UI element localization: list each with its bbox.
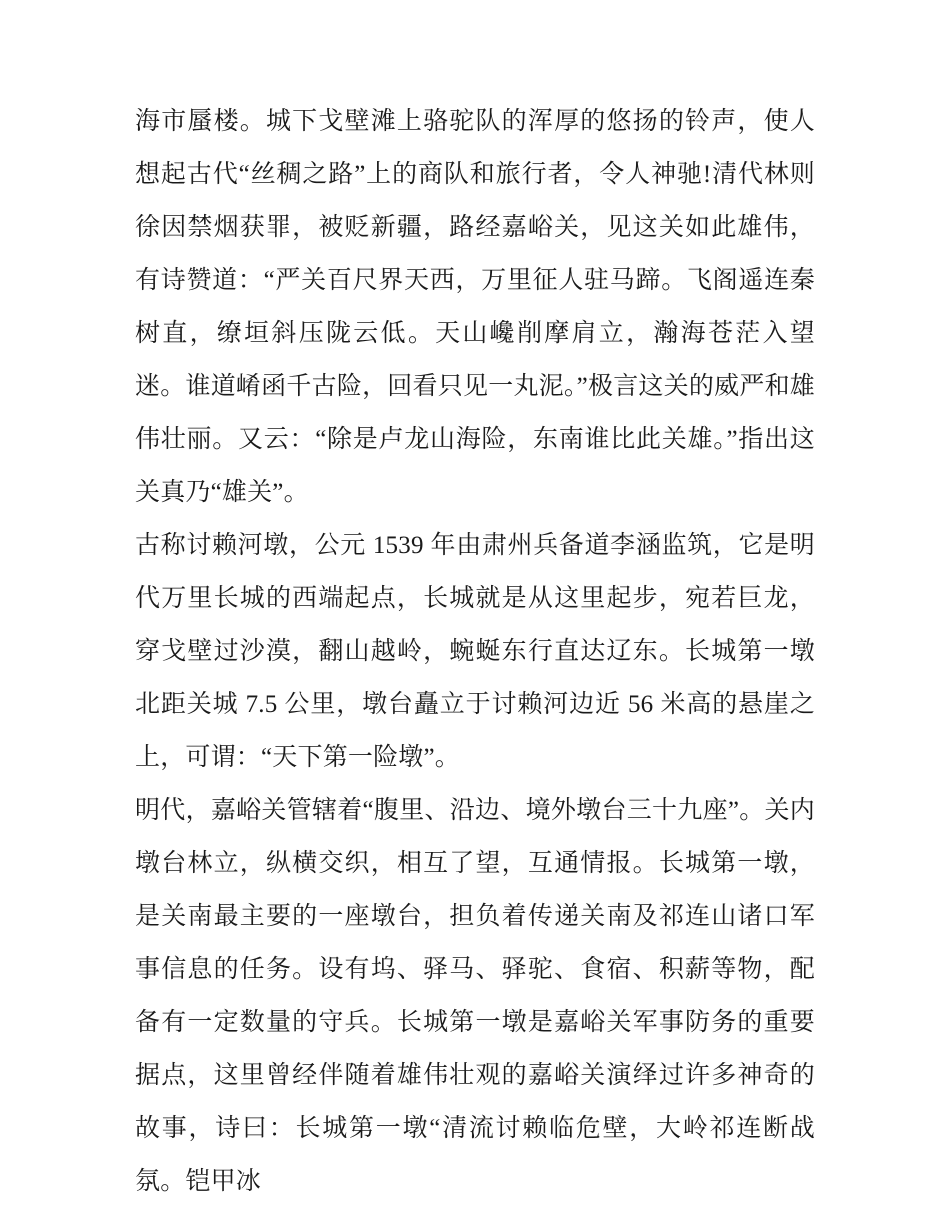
document-body bbox=[135, 95, 815, 1208]
paragraph-3: 明代，嘉峪关管辖着“腹里、沿边、境外墩台三十九座”。关内墩台林立，纵横交织，相互了望，互通情报。长城第一墩，是关南最主要的一座墩台，担负着传递关南及祁连山诸口军事信息的任务。设有坞、驿马、驿驼、食宿、积薪等物，配备有一定数量的守兵。长城第一墩是嘉峪关军事防务的重要据点，这里曾经伴随着雄伟壮观的嘉峪关演绎过许多神奇的故事，诗曰：长城第一墩“清流讨赖临危壁，大岭祁连断战氛。铠甲冰 bbox=[135, 797, 815, 1195]
paragraph-1: 海市蜃楼。城下戈壁滩上骆驼队的浑厚的悠扬的铃声，使人想起古代“丝稠之路”上的商队和旅行者，令人神驰!清代林则徐因禁烟获罪，被贬新疆，路经嘉峪关，见这关如此雄伟，有诗赞道：“严关百尺界天西，万里征人驻马蹄。飞阁遥连秦树直，缭垣斜压陇云低。天山巉削摩肩立，瀚海苍茫入望迷。谁道崤函千古险，回看只见一丸泥。”极言这关的威严和雄伟壮丽。又云：“除是卢龙山海险，东南谁比此关雄。”指出这关真乃“雄关”。 bbox=[135, 108, 815, 506]
paragraph-2: 古称讨赖河墩，公元 1539 年由肃州兵备道李涵监筑，它是明代万里长城的西端起点，长城就是从这里起步，宛若巨龙，穿戈壁过沙漠，翻山越岭，蜿蜒东行直达辽东。长城第一墩北距关城 7.5 公里，墩台矗立于讨赖河边近 56 米高的悬崖之上，可谓：“天下第一险墩”。 bbox=[135, 532, 815, 771]
